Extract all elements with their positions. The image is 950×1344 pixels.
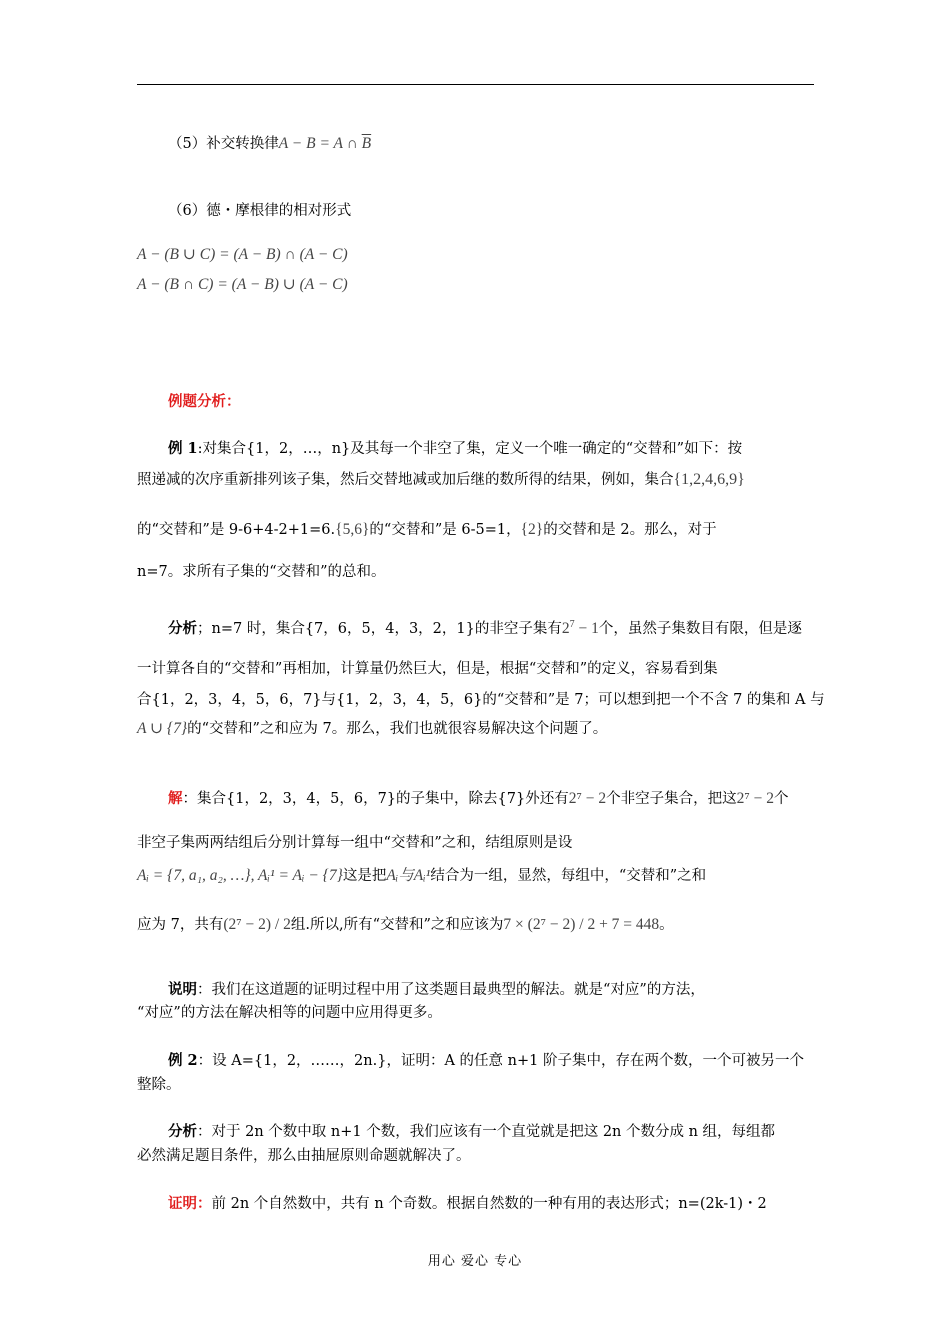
- analysis1-text4: 的“交替和”之和应为 7。那么，我们也就很容易解决这个问题了。: [187, 721, 608, 737]
- solution1-text1a: ：集合{1，2，3，4，5，6，7}的子集中，除去{7}外还有: [182, 791, 569, 807]
- ex1-text3b: 的“交替和”是 6-5=1，: [369, 522, 521, 538]
- law5-formula-bar: $\overline{B}$: [361, 135, 372, 152]
- ex1-line3: [137, 520, 814, 540]
- note1-text1: ：我们在这道题的证明过程中用了这类题目最典型的解法。就是“对应”的方法，: [197, 982, 705, 998]
- ex1-set1: {1,2,4,6,9}: [673, 471, 745, 488]
- analysis2-label: 分析: [168, 1123, 197, 1140]
- solution1-formula5: (2⁷ − 2) / 2: [223, 916, 291, 933]
- page-footer: 用心 爱心 专心: [427, 1254, 523, 1269]
- ex2-text1: ：设 A={1，2，……，2n.}，证明：A 的任意 n+1 阶子集中，存在两个数，一个可被另一个: [197, 1053, 804, 1069]
- solution1-line2: 非空子集两两结组后分别计算每一组中“交替和”之和，结组原则是设: [137, 835, 573, 851]
- ex2-line2: 整除。: [137, 1077, 181, 1093]
- law5-line: [168, 134, 814, 154]
- ex1-text1: :对集合{1，2，…，n}及其每一个非空了集，定义一个唯一确定的“交替和”如下：按: [197, 441, 743, 457]
- formula-demorgan-2: A − (B ∩ C) = (A − B) ∪ (A − C): [137, 276, 348, 293]
- analysis2-line2: 必然满足题目条件，那么由抽屉原则命题就解决了。: [137, 1148, 471, 1164]
- analysis1-text1b: 个，虽然子集数目有限，但是逐: [598, 621, 802, 638]
- ex1-line2: [137, 470, 814, 490]
- analysis2-text1: ：对于 2n 个数中取 n+1 个数，我们应该有一个直觉就是把这 2n 个数分成 n 组，每组都: [197, 1124, 776, 1140]
- solution1-text4b: 组.所以,所有“交替和”之和应该为: [290, 917, 504, 933]
- solution1-line1: [168, 789, 814, 809]
- analysis1-line2: 一计算各自的“交替和”再相加，计算量仍然巨大，但是，根据“交替和”的定义，容易看到集: [137, 661, 718, 677]
- solution1-line3: [137, 866, 814, 886]
- law5-formula: A − B = A ∩: [278, 135, 362, 152]
- proof2-line1: [168, 1194, 814, 1214]
- solution1-text1c: 个: [774, 791, 789, 807]
- analysis1-line3: 合{1，2，3，4，5，6，7}与{1，2，3，4，5，6}的“交替和”是 7；可以想到把一个不含 7 的集和 A 与: [137, 692, 825, 708]
- ex1-text2: 照递减的次序重新排列该子集，然后交替地减或加后继的数所得的结果，例如，集合: [137, 472, 674, 488]
- solution1-line4: [137, 915, 814, 935]
- solution1-text1b: 个非空子集合，把这: [606, 791, 737, 807]
- solution1-formula4: Aᵢ与Aᵢ¹: [386, 867, 431, 884]
- solution1-text3b: 结合为一组，显然，每组中，“交替和”之和: [430, 868, 707, 884]
- formula-demorgan-1: A − (B ∪ C) = (A − B) ∩ (A − C): [137, 246, 348, 263]
- analysis1-power: $2^7 - 1$: [561, 619, 599, 638]
- section-title: 例题分析：: [168, 393, 241, 410]
- header-rule: [137, 84, 814, 85]
- analysis1-formula: A ∪ {7}: [137, 720, 188, 737]
- ex1-line4: n=7。求所有子集的“交替和”的总和。: [137, 564, 386, 580]
- solution1-text3a: 这是把: [342, 868, 387, 884]
- solution1-formula2: 2⁷ − 2: [736, 790, 775, 807]
- note1-line2: “对应”的方法在解决相等的问题中应用得更多。: [137, 1005, 442, 1021]
- solution1-text4c: 。: [659, 917, 674, 933]
- analysis1-text1a: ；n=7 时，集合{7，6，5，4，3，2，1}的非空子集有: [197, 621, 562, 638]
- law5-label: （5）补交转换律: [168, 136, 279, 152]
- ex1-text3a: 的“交替和”是 9-6+4-2+1=6.: [137, 522, 336, 538]
- note1-label: 说明: [168, 981, 197, 998]
- note1-line1: [168, 980, 814, 1000]
- analysis2-line1: [168, 1122, 814, 1142]
- ex1-label: 例 1: [168, 440, 198, 457]
- analysis1-label: 分析: [168, 620, 197, 638]
- ex1-set3: {2}: [520, 521, 544, 538]
- analysis1-line1: [168, 615, 814, 639]
- solution1-formula3: Aᵢ = {7, a₁, a₂, …}, Aᵢ¹ = Aᵢ − {7}: [137, 867, 343, 884]
- ex1-set2: {5,6}: [335, 521, 370, 538]
- law6-label: （6）德・摩根律的相对形式: [168, 203, 352, 219]
- solution1-formula6: 7 × (2⁷ − 2) / 2 + 7 = 448: [503, 916, 660, 933]
- solution1-label: 解: [168, 790, 183, 807]
- ex2-line1: [168, 1051, 814, 1071]
- solution1-formula1: 2⁷ − 2: [568, 790, 607, 807]
- proof2-text1: 前 2n 个自然数中，共有 n 个奇数。根据自然数的一种有用的表达形式；n=(2k-1)・2: [211, 1196, 767, 1212]
- ex1-text3c: 的交替和是 2。那么，对于: [543, 522, 717, 538]
- solution1-text4a: 应为 7，共有: [137, 917, 224, 933]
- analysis1-line4: [137, 719, 814, 739]
- ex1-line1: [168, 439, 814, 459]
- proof2-label: 证明：: [168, 1195, 212, 1212]
- ex2-label: 例 2: [168, 1052, 198, 1069]
